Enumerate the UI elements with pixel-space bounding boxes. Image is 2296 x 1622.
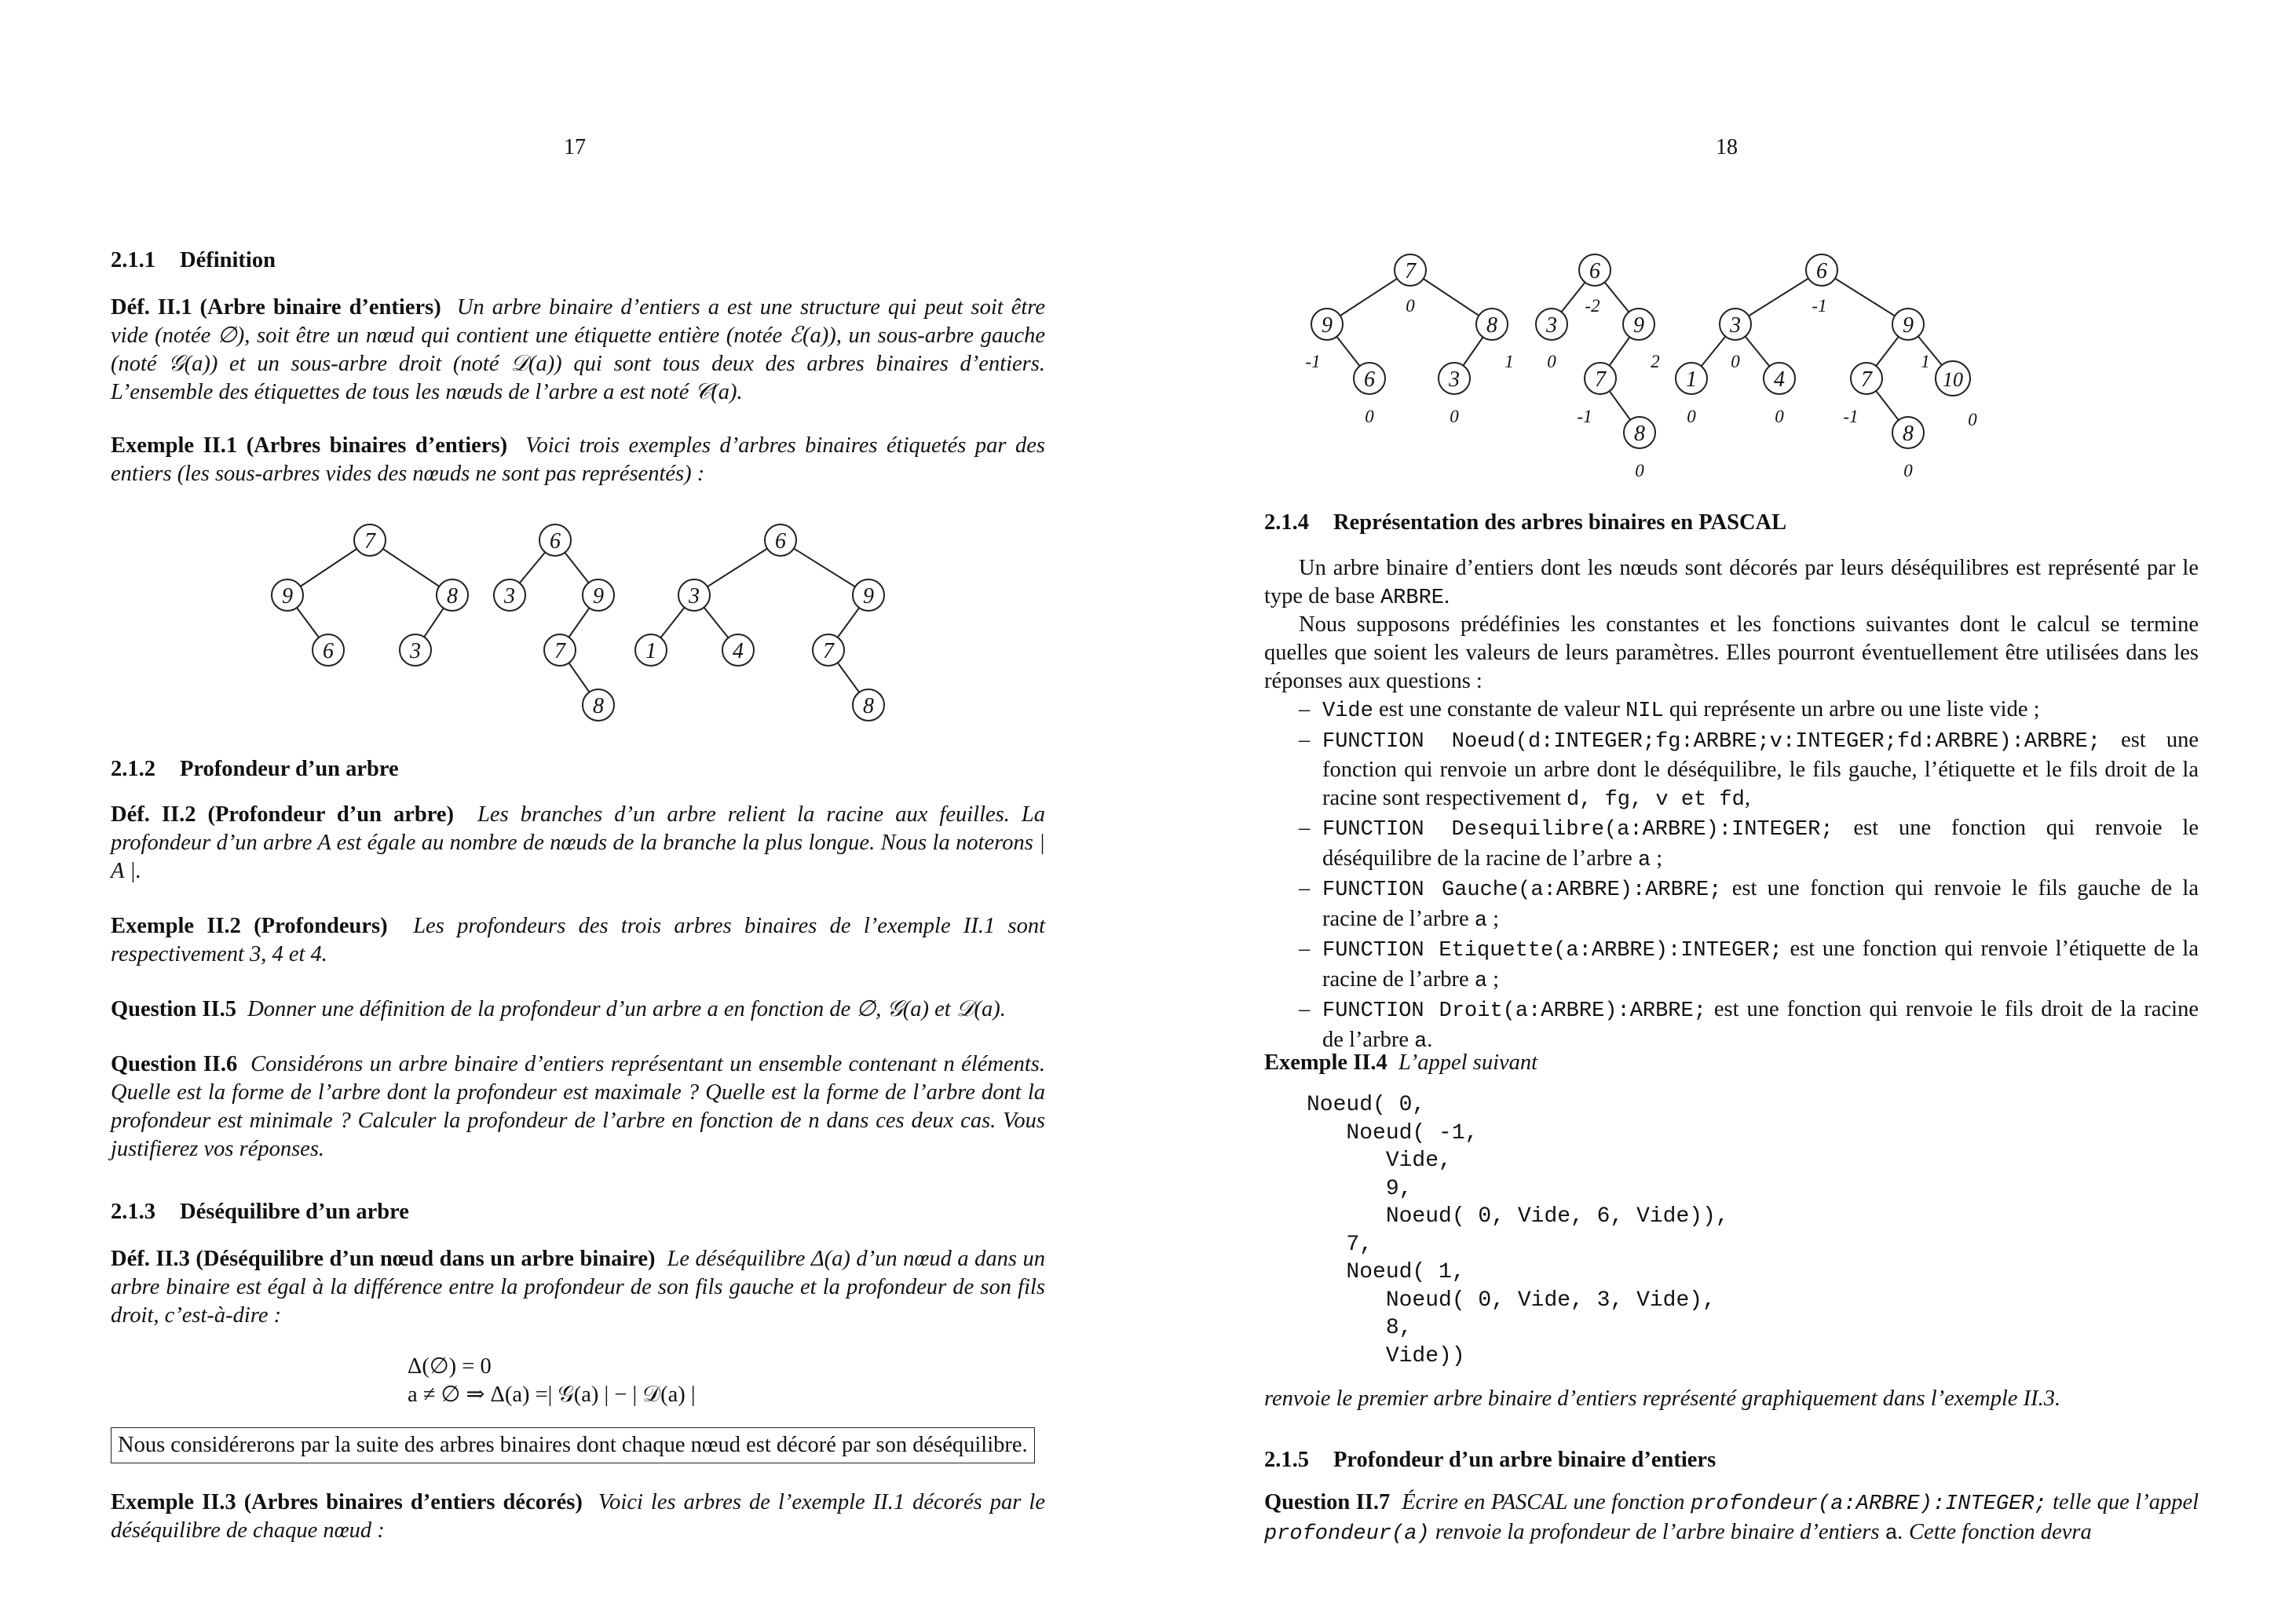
page-number-left: 17 [564,135,586,159]
figure-decorated-trees [1303,243,2152,495]
tree-node-label: 9 [593,584,604,608]
tree-node-label: 8 [863,694,874,718]
tree-node-label: 3 [410,639,421,663]
balance-label: -1 [1577,407,1592,426]
tree-node-label: 6 [323,639,334,663]
balance-label: 0 [1450,407,1459,426]
tree-node-label: 7 [1405,259,1416,283]
question-II-5: Question II.5 Donner une définition de la profondeur d’un arbre a en fonction de ∅, 𝒢(a) et 𝒟(a). [111,997,1006,1021]
balance-label: -1 [1812,296,1827,316]
paragraph-arbre-type: Un arbre binaire d’entiers dont les nœuds sont décorés par leurs déséquilibres est représenté par le type de base ARBRE. [1264,556,2199,610]
section-heading-2-1-4: 2.1.4 Représentation des arbres binaires en PASCAL [1264,510,1787,535]
section-heading-2-1-1: 2.1.1 Définition [111,248,276,272]
tree-node-label: 6 [1364,367,1375,392]
tree-node-label: 9 [1903,313,1914,338]
formula-delta-empty: Δ(∅) = 0 [408,1354,492,1379]
definition-II-3: Déf. II.3 (Déséquilibre d’un nœud dans un arbre binaire) Le déséquilibre Δ(a) d’un nœud a dans un arbre binaire est égal à la différence entre la profondeur de son fils gauche et la profondeur de son fils droit, c’est-à-dire : [111,1247,1045,1328]
tree-node-label: 3 [689,584,700,608]
tree-node-label: 6 [550,529,561,553]
tree-node-label: 7 [1595,367,1606,392]
balance-label: -2 [1585,296,1600,316]
section-heading-2-1-2: 2.1.2 Profondeur d’un arbre [111,757,399,781]
section-heading-2-1-5: 2.1.5 Profondeur d’un arbre binaire d’entiers [1264,1448,1717,1472]
balance-label: 0 [1968,410,1977,429]
balance-label: 0 [1687,407,1696,426]
balance-label: 0 [1903,461,1913,480]
tree-node-label: 9 [1633,313,1644,338]
balance-label: 0 [1635,461,1644,480]
question-II-6: Question II.6 Considérons un arbre binaire d’entiers représentant un ensemble contenant n éléments. Quelle est la forme de l’arbre dont la profondeur est maximale ? Quelle est la forme de l’arbre dont la profondeur est minimale ? Calculer la profondeur de l’arbre en fonction de n dans ces deux cas. Vous justifierez vos réponses. [111,1052,1046,1161]
tree-node-label: 4 [1774,367,1785,392]
list-item: – FUNCTION Noeud(d:INTEGER;fg:ARBRE;v:INTEGER;fd:ARBRE):ARBRE; est une fonction qui renvoie un arbre dont le déséquilibre, le fils gauche, l’étiquette et le fils droit de la racine sont respectivement d, fg, v et fd, [1299,727,2199,812]
tree-node-label: 9 [1322,313,1333,338]
after-code-text: renvoie le premier arbre binaire d’entiers représenté graphiquement dans l’exemple II.3. [1264,1386,2061,1411]
balance-label: 1 [1504,352,1514,371]
tree-node-label: 1 [1686,367,1697,392]
tree-node-label: 7 [823,639,834,663]
balance-label: 0 [1775,407,1784,426]
tree-node-label: 3 [1546,313,1557,338]
tree-node-label: 9 [863,584,874,608]
list-item: – FUNCTION Etiquette(a:ARBRE):INTEGER; est une fonction qui renvoie l’étiquette de la racine de l’arbre a ; [1299,937,2199,993]
formula-block [408,1353,696,1409]
list-item: – Vide est une constante de valeur NIL qui représente un arbre ou une liste vide ; [1299,697,2040,723]
tree-node-label: 3 [1730,313,1741,338]
tree-node-label: 10 [1943,368,1963,391]
page-number-right: 18 [1716,135,1738,159]
balance-label: -1 [1843,407,1859,426]
example-II-2: Exemple II.2 (Profondeurs) Les profondeurs des trois arbres binaires de l’exemple II.1 sont respectivement 3, 4 et 4. [111,914,1046,966]
definition-II-2: Déf. II.2 (Profondeur d’un arbre) Les branches d’un arbre relient la racine aux feuilles. La profondeur d’un arbre A est égale au nombre de nœuds de la branche la plus longue. Nous la noterons | A |. [111,802,1045,883]
example-II-3: Exemple II.3 (Arbres binaires d’entiers décorés) Voici les arbres de l’exemple II.1 décorés par le déséquilibre de chaque nœud : [111,1490,1045,1543]
question-II-7: Question II.7 Écrire en PASCAL une fonction profondeur(a:ARBRE):INTEGER; telle que l’appel profondeur(a) renvoie la profondeur de l’arbre binaire d’entiers a. Cette fonction devra [1264,1490,2199,1546]
tree-node-label: 8 [1903,422,1914,446]
tree-node-label: 8 [593,694,604,718]
list-item: – FUNCTION Desequilibre(a:ARBRE):INTEGER; est une fonction qui renvoie le déséquilibre de la racine de l’arbre a ; [1299,816,2199,872]
tree-node-label: 6 [1589,259,1600,283]
balance-label: -1 [1305,352,1321,371]
balance-label: 0 [1365,407,1374,426]
balance-label: 0 [1731,352,1740,371]
tree-node-label: 8 [447,584,458,608]
boxed-note: Nous considérerons par la suite des arbres binaires dont chaque nœud est décoré par son déséquilibre. [111,1427,1035,1463]
list-item: – FUNCTION Gauche(a:ARBRE):ARBRE; est une fonction qui renvoie le fils gauche de la racine de l’arbre a ; [1299,876,2199,933]
tree-node-label: 4 [733,639,744,663]
example-II-4: Exemple II.4 L’appel suivant [1264,1050,1538,1075]
balance-label: 2 [1651,352,1660,371]
tree-node-label: 9 [282,584,293,608]
formula-delta-node: a ≠ ∅ ⇒ Δ(a) =| 𝒢(a) | − | 𝒟(a) | [408,1383,696,1407]
tree-node-label: 8 [1634,422,1645,446]
tree-node-label: 7 [1861,367,1872,392]
code-block-noeud: Noeud( 0, Noeud( -1, Vide, 9, Noeud( 0, Vide, 6, Vide)), 7, Noeud( 1, Noeud( 0, Vide, 3, Vide), 8, Vide)) [1307,1093,1729,1368]
predefined-functions-list [1299,696,2199,1056]
paragraph-predefined: Nous supposons prédéfinies les constantes et les fonctions suivantes dont le calcul se termine quelles que soient les valeurs de leurs paramètres. Elles pourront éventuellement être utilisées dans les réponses aux questions : [1264,612,2199,693]
tree-node-label: 1 [645,639,656,663]
section-heading-2-1-3: 2.1.3 Déséquilibre d’un arbre [111,1200,409,1224]
tree-node-label: 3 [504,584,515,608]
tree-node-label: 6 [1816,259,1827,283]
list-item: – FUNCTION Droit(a:ARBRE):ARBRE; est une fonction qui renvoie le fils droit de la racine de l’arbre a. [1299,997,2199,1054]
example-II-1: Exemple II.1 (Arbres binaires d’entiers) Voici trois exemples d’arbres binaires étiquetés par des entiers (les sous-arbres vides des nœuds ne sont pas représentés) : [111,433,1046,486]
tree-node-label: 6 [775,529,786,553]
balance-label: 1 [1921,352,1930,371]
figure-plain-trees [252,518,1006,730]
tree-node-label: 7 [554,639,565,663]
tree-node-label: 8 [1486,313,1497,338]
balance-label: 0 [1547,352,1556,371]
balance-label: 0 [1406,296,1415,316]
tree-node-label: 3 [1449,367,1460,392]
tree-node-label: 7 [364,529,375,553]
definition-II-1: Déf. II.1 (Arbre binaire d’entiers) Un arbre binaire d’entiers a est une structure qui peut soit être vide (notée ∅), soit être un nœud qui contient une étiquette entière (notée ℰ(a)), un sous-arbre gauche (noté 𝒢(a)) et un sous-arbre droit (noté 𝒟(a)) qui sont tous deux des arbres binaires d’entiers. L’ensemble des étiquettes de tous les nœuds de l’arbre a est noté 𝒞(a). [111,295,1045,404]
